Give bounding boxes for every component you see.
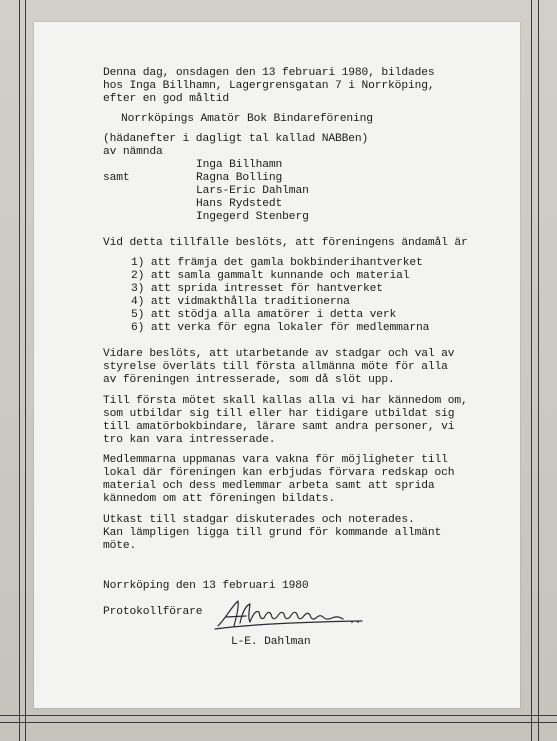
- handwritten-signature: [212, 598, 372, 634]
- purpose-item: 4) att vidmakthålla traditionerna: [131, 296, 350, 308]
- frame-line-left-inner: [25, 0, 26, 741]
- members-paragraph-line: lokal där föreningen kan erbjudas förvara redskap och: [103, 467, 455, 479]
- purpose-item: 3) att sprida intresset för hantverket: [131, 283, 383, 295]
- draft-paragraph-line: Utkast till stadgar diskuterades och noterades.: [103, 514, 415, 526]
- founder-name: Inga Billhamn: [196, 159, 283, 171]
- meeting-paragraph-line: som utbildar sig till eller har tidigare utbildat sig: [103, 408, 455, 420]
- statutes-paragraph-line: styrelse överläts till första allmänna möte för alla: [103, 361, 448, 373]
- place-and-date: Norrköping den 13 februari 1980: [103, 580, 309, 592]
- frame-line-bottom-lower: [0, 722, 557, 723]
- nickname-line-1: (hädanefter i dagligt tal kallad NABBen): [103, 133, 369, 145]
- statutes-paragraph-line: Vidare beslöts, att utarbetande av stadgar och val av: [103, 348, 455, 360]
- nickname-line-2: av nämnda: [103, 146, 163, 158]
- meeting-paragraph-line: tro kan vara intresserade.: [103, 434, 276, 446]
- draft-paragraph-line: Kan lämpligen ligga till grund för kommande allmänt: [103, 527, 442, 539]
- purpose-item: 2) att samla gammalt kunnande och material: [131, 270, 410, 282]
- intro-line-1: Denna dag, onsdagen den 13 februari 1980, bildades: [103, 67, 435, 79]
- frame-line-right-inner: [531, 0, 532, 741]
- secretary-name: L-E. Dahlman: [231, 636, 311, 648]
- founders-label: samt: [103, 172, 130, 184]
- members-paragraph-line: kännedom om att föreningen bildats.: [103, 493, 336, 505]
- draft-paragraph-line: möte.: [103, 540, 137, 552]
- statutes-paragraph-line: av föreningen intresserade, som då slöt upp.: [103, 374, 395, 386]
- founder-name: Ingegerd Stenberg: [196, 211, 309, 223]
- purpose-item: 1) att främja det gamla bokbinderihantverket: [131, 257, 423, 269]
- purpose-intro: Vid detta tillfälle beslöts, att föreningens ändamål är: [103, 237, 468, 249]
- meeting-paragraph-line: Till första mötet skall kallas alla vi har kännedom om,: [103, 395, 468, 407]
- society-name: Norrköpings Amatör Bok Bindareförening: [121, 113, 373, 125]
- founder-name: Ragna Bolling: [196, 172, 283, 184]
- members-paragraph-line: material och dess medlemmar arbeta samt att sprida: [103, 480, 435, 492]
- purpose-item: 6) att verka för egna lokaler för medlemmarna: [131, 322, 430, 334]
- intro-line-3: efter en god måltid: [103, 93, 229, 105]
- frame-line-bottom-upper: [0, 715, 557, 716]
- meeting-paragraph-line: till amatörbokbindare, lärare samt andra personer, vi: [103, 421, 455, 433]
- secretary-label: Protokollförare: [103, 606, 203, 618]
- frame-line-right-outer: [538, 0, 539, 741]
- purpose-item: 5) att stödja alla amatörer i detta verk: [131, 309, 397, 321]
- intro-line-2: hos Inga Billhamn, Lagergrensgatan 7 i Norrköping,: [103, 80, 435, 92]
- founder-name: Lars-Eric Dahlman: [196, 185, 309, 197]
- founder-name: Hans Rydstedt: [196, 198, 283, 210]
- members-paragraph-line: Medlemmarna uppmanas vara vakna för möjligheter till: [103, 454, 448, 466]
- frame-line-left-outer: [19, 0, 20, 741]
